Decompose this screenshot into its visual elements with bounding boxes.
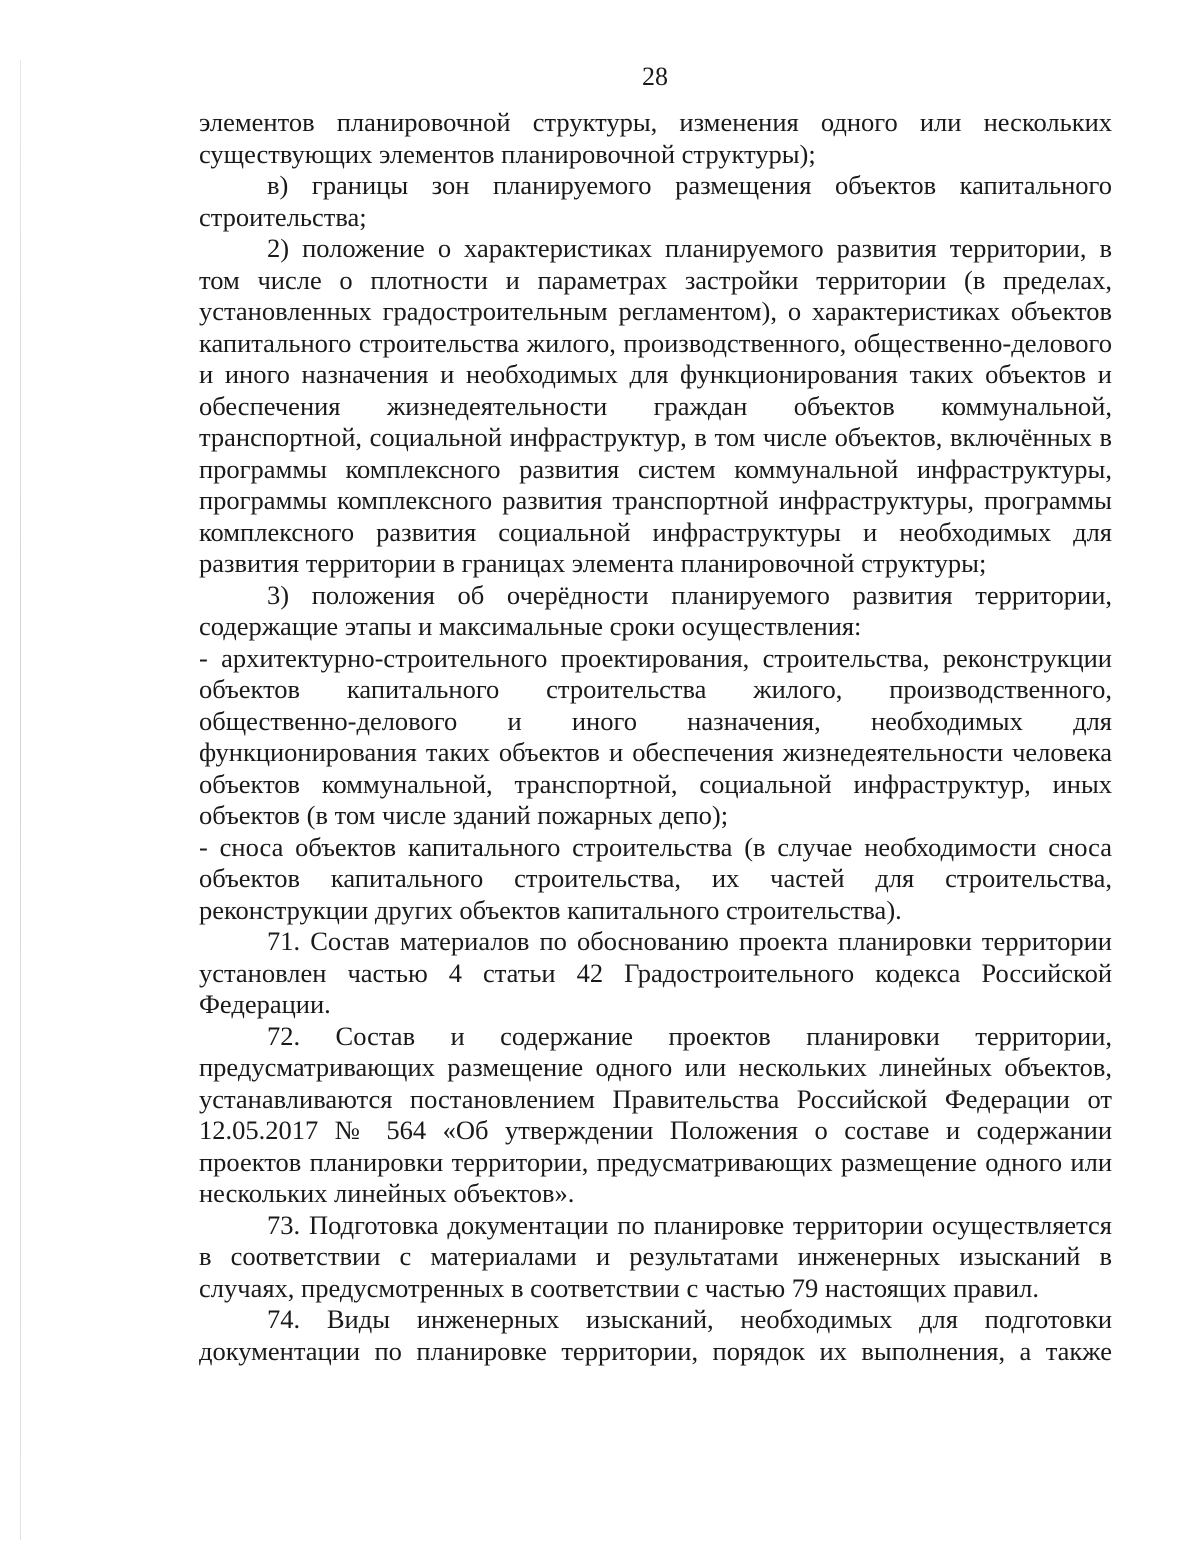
paragraph-72: 72. Состав и содержание проектов планировки территории, предусматривающих размещение одного или нескольких линейных объектов, устанавливаются постановлением Правительства Российской Федерации от 12.05.2017 № 564 «Об утверждении Положения о составе и содержании проектов планировки территории, предусматривающих размещение одного или нескольких линейных объектов». (199, 1020, 1112, 1208)
paragraph-item-v: в) границы зон планируемого размещения объектов капитального строительства; (199, 170, 1112, 232)
document-body (199, 107, 1112, 1367)
page-number: 28 (642, 62, 668, 91)
paragraph-item-3: 3) положения об очерёдности планируемого развития территории, содержащие этапы и максимальные сроки осуществления: (199, 579, 1112, 641)
paragraph-dash-demolition: - сноса объектов капитального строительства (в случае необходимости сноса объектов капитального строительства, их частей для строительства, реконструкции других объектов капитального строительства). (199, 831, 1112, 925)
paragraph-71: 71. Состав материалов по обоснованию проекта планировки территории установлен частью 4 статьи 42 Градостроительного кодекса Российской Федерации. (199, 926, 1112, 1019)
paragraph-continuation: элементов планировочной структуры, изменения одного или нескольких существующих элементов планировочной структуры); (199, 107, 1112, 169)
paragraph-dash-design: - архитектурно-строительного проектирования, строительства, реконструкции объектов капитального строительства жилого, производственного, общественно-делового и иного назначения, необходимых для функционирования таких объектов и обеспечения жизнедеятельности человека объектов коммунальной, транспортной, социальной инфраструктур, иных объектов (в том числе зданий пожарных депо); (199, 642, 1112, 830)
paragraph-73: 73. Подготовка документации по планировке территории осуществляется в соответствии с материалами и результатами инженерных изысканий в случаях, предусмотренных в соответствии с частью 79 настоящих правил. (199, 1209, 1112, 1303)
paragraph-item-2: 2) положение о характеристиках планируемого развития территории, в том числе о плотности и параметрах застройки территории (в пределах, установленных градостроительным регламентом), о характеристиках объектов капитального строительства жилого, производственного, общественно-делового и иного назначения и необходимых для функционирования таких объектов и обеспечения жизнедеятельности граждан объектов коммунальной, транспортной, социальной инфраструктур, в том числе объектов, включённых в программы комплексного развития систем коммунальной инфраструктуры, программы комплексного развития транспортной инфраструктуры, программы комплексного развития социальной инфраструктуры и необходимых для развития территории в границах элемента планировочной структуры; (199, 233, 1112, 578)
paragraph-74: 74. Виды инженерных изысканий, необходимых для подготовки документации по планировке территории, порядок их выполнения, а также (199, 1304, 1112, 1366)
scan-edge-line (20, 60, 21, 1540)
